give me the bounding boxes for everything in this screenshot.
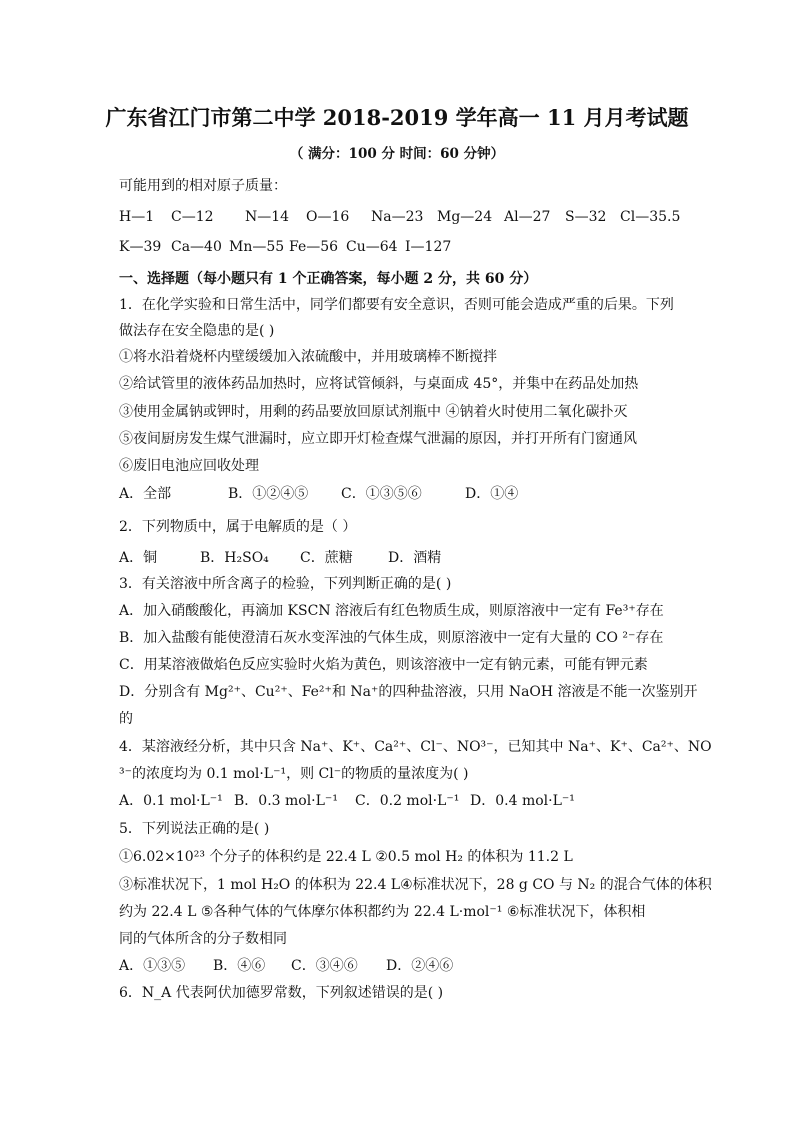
atomic-mass-item: Cl—35.5 — [620, 209, 681, 225]
atomic-mass-intro: 可能用到的相对原子质量： — [119, 178, 287, 194]
q3-option-b: B．加入盐酸有能使澄清石灰水变浑浊的气体生成，则原溶液中一定有大量的 CO ²⁻存在 — [119, 630, 664, 646]
q3-option-a: A．加入硝酸酸化，再滴加 KSCN 溶液后有红色物质生成，则原溶液中一定有 Fe³⁺存在 — [119, 603, 664, 619]
q1-option-a: A．全部 — [119, 486, 172, 502]
q4-option-b: B．0.3 mol·L⁻¹ — [234, 793, 338, 809]
atomic-mass-item: S—32 — [565, 209, 607, 225]
q5-option-c: C．③④⑥ — [291, 958, 358, 974]
q6-stem: 6．N_A 代表阿伏加德罗常数，下列叙述错误的是( ) — [119, 985, 444, 1001]
q1-stem-line-2: 做法存在安全隐患的是( ) — [119, 323, 275, 339]
q1-item-2: ②给试管里的液体药品加热时，应将试管倾斜，与桌面成 45°，并集中在药品处加热 — [119, 376, 639, 392]
q1-option-d: D．①④ — [465, 486, 519, 502]
q1-item-1: ①将水沿着烧杯内壁缓缓加入浓硫酸中，并用玻璃棒不断搅拌 — [119, 349, 497, 365]
q3-stem: 3．有关溶液中所含离子的检验，下列判断正确的是( ) — [119, 576, 452, 592]
q5-option-d: D．②④⑥ — [386, 958, 454, 974]
atomic-mass-item: Cu—64 — [346, 239, 398, 255]
q1-item-6: ⑥废旧电池应回收处理 — [119, 458, 259, 474]
atomic-mass-item: K—39 — [119, 239, 162, 255]
q5-line-1: ①6.02×10²³ 个分子的体积约是 22.4 L ②0.5 mol H₂ 的体积为 11.2 L — [119, 849, 573, 865]
q1-stem-line-1: 1．在化学实验和日常生活中，同学们都要有安全意识，否则可能会造成严重的后果。下列 — [119, 297, 674, 313]
q2-option-b: B．H₂SO₄ — [200, 550, 269, 566]
atomic-mass-item: Ca—40 — [171, 239, 222, 255]
atomic-mass-item: Mn—55 — [229, 239, 285, 255]
atomic-mass-item: Mg—24 — [437, 209, 493, 225]
q5-line-4: 同的气体所含的分子数相同 — [119, 931, 287, 947]
q4-stem-line-1: 4．某溶液经分析，其中只含 Na⁺、K⁺、Ca²⁺、Cl⁻、NO³⁻，已知其中 Na⁺、K⁺、Ca²⁺、NO — [119, 739, 712, 755]
atomic-mass-item: H—1 — [119, 209, 155, 225]
atomic-mass-item: Al—27 — [504, 209, 551, 225]
q4-option-a: A．0.1 mol·L⁻¹ — [119, 793, 223, 809]
q3-option-c: C．用某溶液做焰色反应实验时火焰为黄色，则该溶液中一定有钠元素，可能有钾元素 — [119, 657, 648, 673]
page-subtitle: （ 满分：100 分 时间：60 分钟） — [289, 146, 505, 162]
q1-item-3-4: ③使用金属钠或钾时，用剩的药品要放回原试剂瓶中 ④钠着火时使用二氧化碳扑灭 — [119, 404, 628, 420]
q2-option-c: C．蔗糖 — [300, 550, 353, 566]
q1-option-b: B．①②④⑤ — [228, 486, 309, 502]
q3-option-d-line-2: 的 — [119, 711, 133, 727]
q5-option-b: B．④⑥ — [213, 958, 266, 974]
q5-line-2: ③标准状况下，1 mol H₂O 的体积为 22.4 L④标准状况下，28 g CO 与 N₂ 的混合气体的体积 — [119, 877, 712, 893]
atomic-mass-item: N—14 — [245, 209, 290, 225]
q3-option-d-line-1: D．分别含有 Mg²⁺、Cu²⁺、Fe²⁺和 Na⁺的四种盐溶液，只用 NaOH 溶液是不能一次鉴别开 — [119, 684, 698, 700]
q4-stem-line-2: ³⁻的浓度均为 0.1 mol·L⁻¹，则 Cl⁻的物质的量浓度为( ) — [119, 766, 469, 782]
q4-option-d: D．0.4 mol·L⁻¹ — [470, 793, 575, 809]
q2-option-a: A．铜 — [119, 550, 158, 566]
q4-option-c: C．0.2 mol·L⁻¹ — [355, 793, 460, 809]
page-title: 广东省江门市第二中学 2018-2019 学年高一 11 月月考试题 — [105, 105, 689, 130]
section-heading: 一、选择题（每小题只有 1 个正确答案，每小题 2 分，共 60 分） — [119, 271, 538, 287]
q1-option-c: C．①③⑤⑥ — [341, 486, 422, 502]
q5-stem: 5．下列说法正确的是( ) — [119, 821, 270, 837]
q5-line-3: 约为 22.4 L ⑤各种气体的气体摩尔体积都约为 22.4 L·mol⁻¹ ⑥标准状况下，体积相 — [119, 904, 646, 920]
q2-option-d: D．酒精 — [388, 550, 442, 566]
q5-option-a: A．①③⑤ — [119, 958, 186, 974]
q2-stem: 2．下列物质中，属于电解质的是（ ） — [119, 519, 357, 535]
atomic-mass-item: O—16 — [306, 209, 350, 225]
atomic-mass-item: I—127 — [405, 239, 452, 255]
atomic-mass-item: C—12 — [171, 209, 214, 225]
atomic-mass-item: Fe—56 — [289, 239, 339, 255]
q1-item-5: ⑤夜间厨房发生煤气泄漏时，应立即开灯检查煤气泄漏的原因，并打开所有门窗通风 — [119, 431, 637, 447]
atomic-mass-item: Na—23 — [371, 209, 424, 225]
